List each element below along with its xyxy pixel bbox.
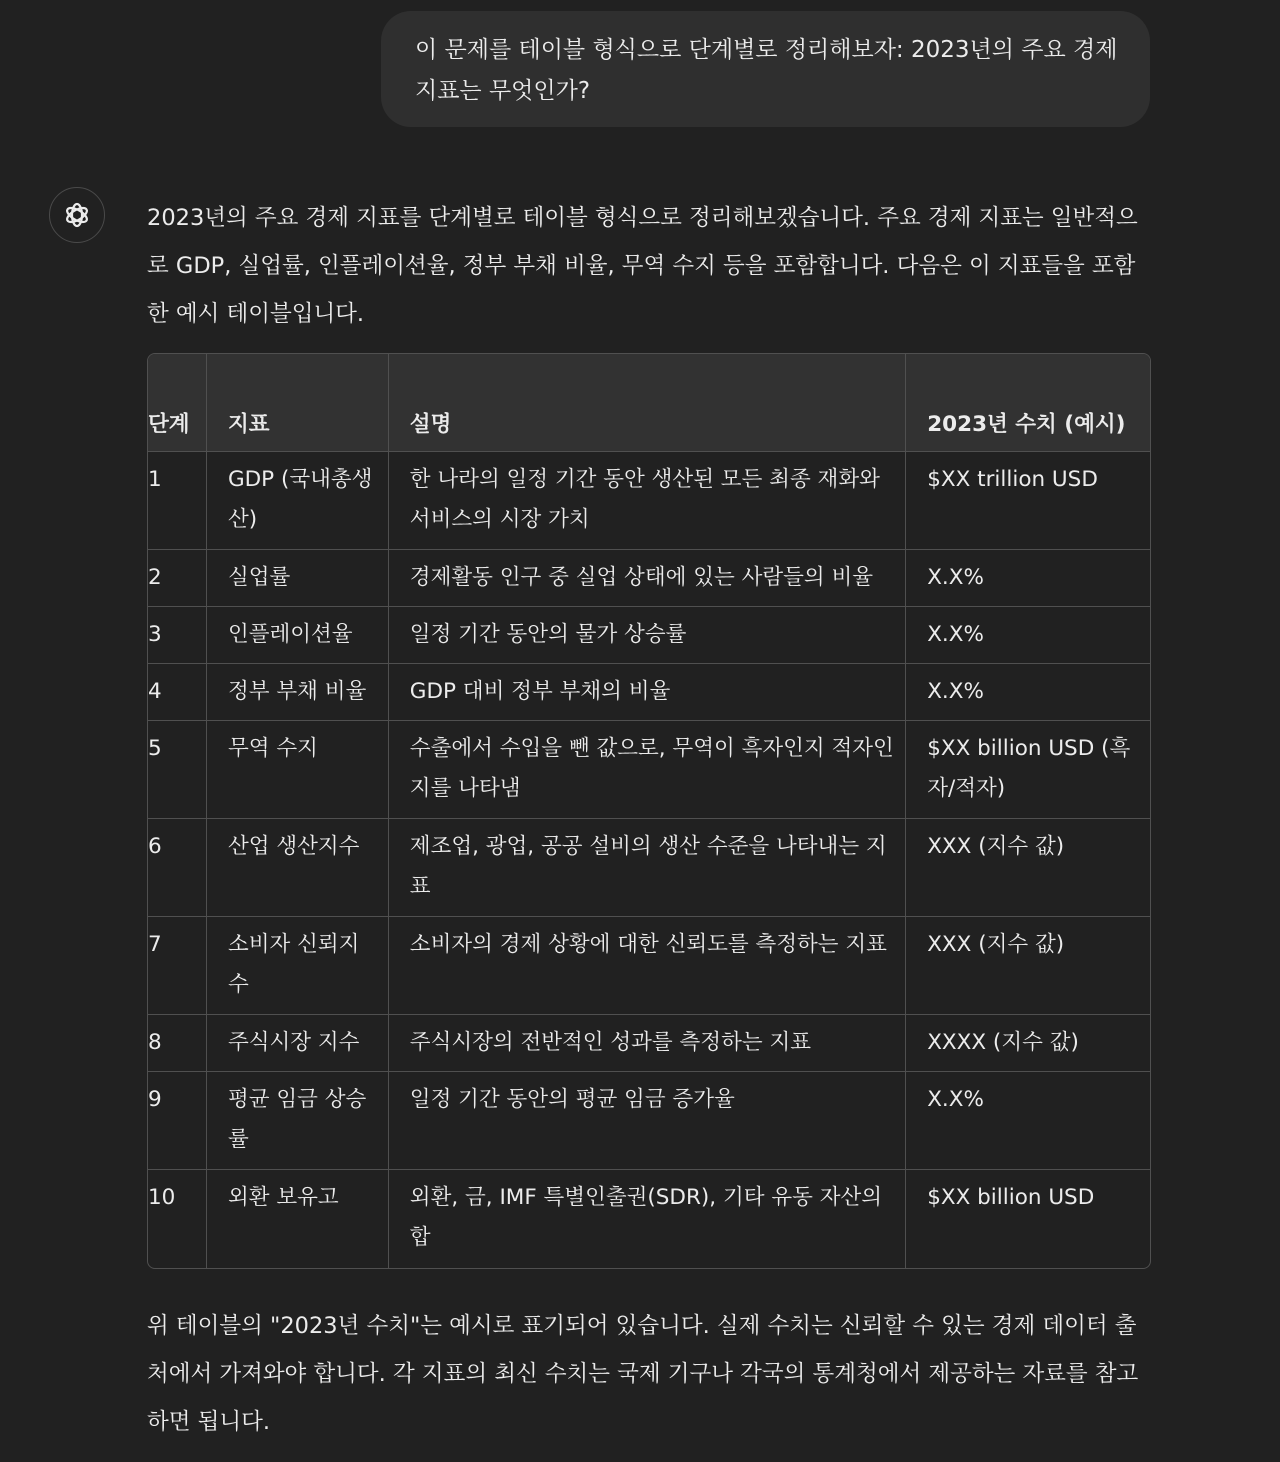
cell-value: XXXX (지수 값) (906, 1015, 1150, 1072)
assistant-outro-text: 위 테이블의 "2023년 수치"는 예시로 표기되어 있습니다. 실제 수치는 신뢰할 수 있는 경제 데이터 출처에서 가져와야 합니다. 각 지표의 최신 수치는 국제 기구나 각국의 통계청에서 제공하는 자료를 참고하면 됩니다. (147, 1313, 1139, 1435)
cell-description: 주식시장의 전반적인 성과를 측정하는 지표 (389, 1015, 906, 1072)
table-row (148, 1072, 1150, 1170)
cell-step: 10 (148, 1170, 207, 1268)
cell-step: 8 (148, 1015, 207, 1072)
cell-description: 소비자의 경제 상황에 대한 신뢰도를 측정하는 지표 (389, 917, 906, 1015)
cell-description: 외환, 금, IMF 특별인출권(SDR), 기타 유동 자산의 합 (389, 1170, 906, 1268)
cell-value: $XX billion USD (927, 1185, 1095, 1210)
table-row (148, 452, 1150, 550)
table-row (148, 819, 1150, 917)
cell-description: GDP 대비 정부 부채의 비율 (389, 664, 906, 721)
cell-step: 7 (148, 917, 207, 1015)
cell-step: 4 (148, 664, 207, 721)
cell-value: X.X% (906, 550, 1150, 607)
header-description: 설명 (389, 354, 906, 452)
cell-indicator: 정부 부채 비율 (207, 664, 389, 721)
cell-step: 1 (148, 452, 207, 550)
assistant-intro-text: 2023년의 주요 경제 지표를 단계별로 테이블 형식으로 정리해보겠습니다. 주요 경제 지표는 일반적으로 GDP, 실업률, 인플레이션율, 정부 부채 비율, 무역 수지 등을 포함합니다. 다음은 이 지표들을 포함한 예시 테이블입니다. (147, 205, 1138, 327)
cell-description: 경제활동 인구 중 실업 상태에 있는 사람들의 비율 (389, 550, 906, 607)
cell-indicator: 평균 임금 상승률 (207, 1072, 389, 1170)
table-row (148, 721, 1150, 819)
table-row (148, 664, 1150, 721)
assistant-avatar (49, 187, 105, 243)
table-row (148, 917, 1150, 1015)
cell-description: 일정 기간 동안의 평균 임금 증가율 (389, 1072, 906, 1170)
economic-indicators-table (147, 353, 1151, 1269)
table-row (148, 1170, 1150, 1268)
cell-indicator: 무역 수지 (207, 721, 389, 819)
cell-value: $XX trillion USD (906, 452, 1150, 550)
cell-indicator: 외환 보유고 (207, 1170, 389, 1268)
table-row (148, 607, 1150, 664)
cell-indicator: 주식시장 지수 (207, 1015, 389, 1072)
user-message-bubble (381, 11, 1150, 127)
user-message-text: 이 문제를 테이블 형식으로 단계별로 정리해보자: 2023년의 주요 경제 지표는 무엇인가? (415, 37, 1118, 104)
cell-value: X.X% (906, 1072, 1150, 1170)
cell-value: X.X% (906, 664, 1150, 721)
cell-step: 9 (148, 1072, 207, 1170)
header-step: 단계 (148, 354, 207, 452)
cell-indicator: GDP (국내총생산) (207, 452, 389, 550)
cell-value: $XX billion USD (흑자/적자) (906, 721, 1150, 819)
openai-logo-icon (61, 199, 93, 231)
cell-value: XXX (지수 값) (906, 917, 1150, 1015)
cell-indicator: 소비자 신뢰지수 (207, 917, 389, 1015)
header-value-2023: 2023년 수치 (예시) (906, 354, 1150, 452)
cell-step: 5 (148, 721, 207, 819)
cell-indicator: 인플레이션율 (207, 607, 389, 664)
table-header-row (148, 354, 1150, 452)
table-row (148, 550, 1150, 607)
cell-description: 일정 기간 동안의 물가 상승률 (389, 607, 906, 664)
table-row (148, 1015, 1150, 1072)
cell-indicator: 산업 생산지수 (207, 819, 389, 917)
cell-step: 3 (148, 607, 207, 664)
cell-description: 수출에서 수입을 뺀 값으로, 무역이 흑자인지 적자인지를 나타냄 (389, 721, 906, 819)
cell-step: 6 (148, 819, 207, 917)
header-indicator: 지표 (207, 354, 389, 452)
cell-indicator: 실업률 (207, 550, 389, 607)
cell-step: 2 (148, 550, 207, 607)
cell-value: XXX (지수 값) (906, 819, 1150, 917)
cell-description: 한 나라의 일정 기간 동안 생산된 모든 최종 재화와 서비스의 시장 가치 (389, 452, 906, 550)
cell-value: X.X% (906, 607, 1150, 664)
cell-description: 제조업, 광업, 공공 설비의 생산 수준을 나타내는 지표 (389, 819, 906, 917)
